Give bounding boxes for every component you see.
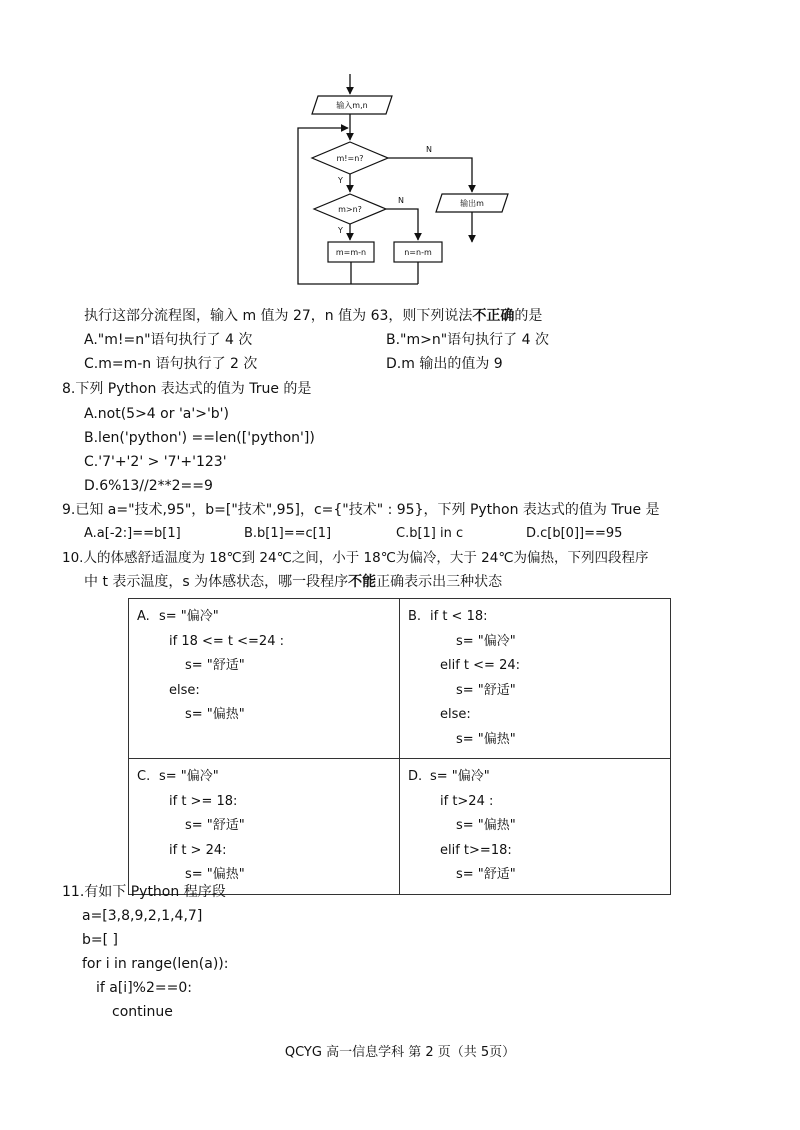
flow-cond1-text: m!=n? <box>336 154 364 163</box>
flowchart <box>280 70 520 295</box>
flow-output-text: 输出m <box>460 199 484 208</box>
code-line: s= "偏冷" <box>456 633 516 649</box>
q11-code-line-3: for i in range(len(a)): <box>82 956 229 972</box>
code-line: if t >= 18: <box>169 793 238 809</box>
q9-option-c: C.b[1] in c <box>396 526 464 541</box>
q8-option-b: B.len('python') ==len(['python']) <box>84 430 315 446</box>
q8-option-d: D.6%13//2**2==9 <box>84 478 213 494</box>
q11-stem: 11.有如下 Python 程序段 <box>62 884 226 900</box>
q10-cell-b <box>400 599 671 759</box>
code-line: s= "舒适" <box>185 818 245 833</box>
q10-stem-line2: 中 t 表示温度，s 为体感状态，哪一段程序不能正确表示出三种状态 <box>84 574 503 590</box>
q10-cell-d-label: D. <box>408 769 423 784</box>
q7-option-c: C.m=m-n 语句执行了 2 次 <box>84 356 258 372</box>
q10-cell-b-label: B. <box>408 609 422 624</box>
code-line: s= "舒适" <box>456 682 516 698</box>
q7-option-b: B."m>n"语句执行了 4 次 <box>386 332 549 348</box>
code-line: s= "偏冷" <box>430 769 490 784</box>
q11-code-line-1: a=[3,8,9,2,1,4,7] <box>82 908 203 924</box>
code-line: s= "偏热" <box>185 707 245 722</box>
q11-code-line-4: if a[i]%2==0: <box>96 980 192 996</box>
code-line: if t>24 : <box>440 793 494 809</box>
code-line: elif t <= 24: <box>440 658 520 673</box>
q10-stem-line1: 10.人的体感舒适温度为 18℃到 24℃之间，小于 18℃为偏冷，大于 24℃为偏热，下列四段程序 <box>62 550 649 566</box>
q7-stem: 执行这部分流程图，输入 m 值为 27，n 值为 63，则下列说法不正确的是 <box>84 308 543 324</box>
q11-code-line-5: continue <box>112 1004 173 1020</box>
q8-option-c: C.'7'+'2' > '7'+'123' <box>84 454 227 470</box>
code-line: elif t>=18: <box>440 842 512 858</box>
q10-cell-d <box>400 759 671 895</box>
code-line: s= "舒适" <box>456 867 516 882</box>
q8-stem: 8.下列 Python 表达式的值为 True 的是 <box>62 381 312 397</box>
page-footer: QCYG 高一信息学科 第 2 页（共 5页） <box>284 1045 516 1060</box>
code-line: if t < 18: <box>430 609 488 624</box>
code-line: s= "偏冷" <box>159 609 219 624</box>
code-line: s= "偏热" <box>456 731 516 747</box>
flow-assign-right-text: n=n-m <box>404 248 432 257</box>
code-line: else: <box>169 682 200 698</box>
q7-option-d: D.m 输出的值为 9 <box>386 356 503 372</box>
q10-cell-c-label: C. <box>137 769 151 784</box>
q10-cell-a <box>129 599 400 759</box>
code-line: s= "偏热" <box>185 867 245 882</box>
flow-label-n1: N <box>426 145 432 154</box>
q8-option-a: A.not(5>4 or 'a'>'b') <box>84 406 229 422</box>
q9-option-b: B.b[1]==c[1] <box>244 526 332 541</box>
flow-label-y2: Y <box>338 226 343 235</box>
q10-cell-a-label: A. <box>137 609 150 624</box>
flow-assign-left-text: m=m-n <box>335 248 367 257</box>
code-line: s= "偏热" <box>456 818 516 833</box>
q9-stem: 9.已知 a="技术,95"，b=["技术",95]，c={"技术" : 95}，下列 Python 表达式的值为 True 是 <box>62 502 660 518</box>
flow-cond2-text: m>n? <box>338 205 362 214</box>
code-line: else: <box>440 707 471 722</box>
flow-label-n2: N <box>398 196 404 205</box>
q9-option-d: D.c[b[0]]==95 <box>526 526 623 541</box>
code-line: s= "偏冷" <box>159 769 219 784</box>
q10-cell-c <box>129 759 400 895</box>
q7-option-a: A."m!=n"语句执行了 4 次 <box>84 332 253 348</box>
code-line: if t > 24: <box>169 842 227 858</box>
code-line: if 18 <= t <=24 : <box>169 633 284 649</box>
code-line: s= "舒适" <box>185 658 245 673</box>
flow-label-y1: Y <box>338 176 343 185</box>
q10-code-table <box>128 598 671 895</box>
flow-input-text: 输入m,n <box>336 101 368 110</box>
q11-code-line-2: b=[ ] <box>82 932 118 948</box>
q9-option-a: A.a[-2:]==b[1] <box>84 526 181 541</box>
